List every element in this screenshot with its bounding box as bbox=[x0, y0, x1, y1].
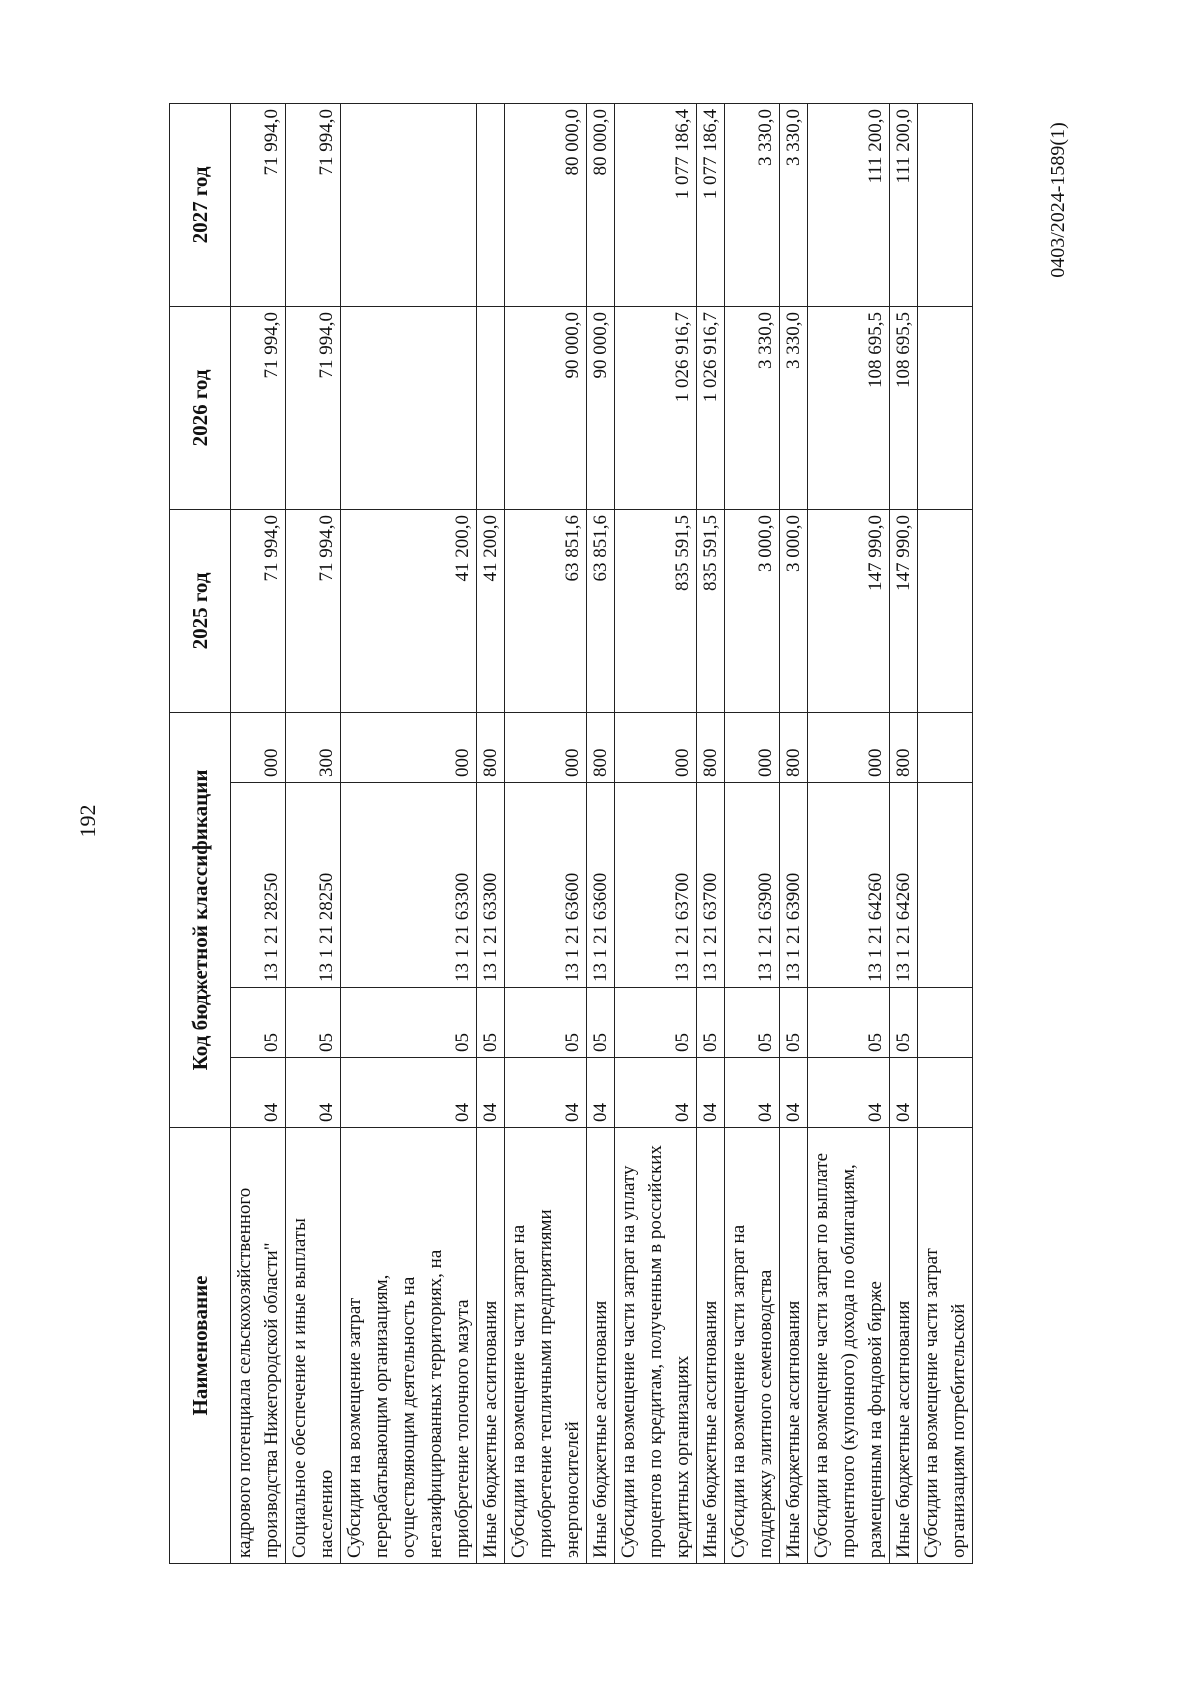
table-row bbox=[918, 103, 973, 1563]
row-name: кадрового потенциала сельскохозяйственного производства Нижегородской области" bbox=[231, 1128, 286, 1564]
value-2027: 111 200,0 bbox=[890, 103, 918, 306]
value-2026 bbox=[918, 306, 973, 509]
table-row bbox=[615, 103, 697, 1563]
header-2026: 2026 год bbox=[170, 306, 231, 509]
code-target: 13 1 21 63700 bbox=[615, 783, 697, 988]
value-2025: 835 591,5 bbox=[615, 509, 697, 712]
code-expense-type: 000 bbox=[231, 712, 286, 782]
budget-table bbox=[169, 103, 973, 1564]
code-expense-type bbox=[918, 712, 973, 782]
code-subsection: 05 bbox=[890, 988, 918, 1058]
code-target: 13 1 21 63300 bbox=[477, 783, 505, 988]
value-2025: 71 994,0 bbox=[231, 509, 286, 712]
code-target: 13 1 21 63600 bbox=[587, 783, 615, 988]
table-row bbox=[477, 103, 505, 1563]
document-code: 0403/2024-1589(1) bbox=[1047, 122, 1069, 278]
value-2025 bbox=[918, 509, 973, 712]
value-2027: 3 330,0 bbox=[725, 103, 780, 306]
value-2026: 71 994,0 bbox=[231, 306, 286, 509]
value-2026: 108 695,5 bbox=[808, 306, 890, 509]
row-name: Иные бюджетные ассигнования bbox=[697, 1128, 725, 1564]
code-target: 13 1 21 64260 bbox=[808, 783, 890, 988]
row-name: Субсидии на возмещение части затрат на поддержку элитного семеноводства bbox=[725, 1128, 780, 1564]
code-section: 04 bbox=[725, 1058, 780, 1128]
code-section: 04 bbox=[780, 1058, 808, 1128]
value-2026: 1 026 916,7 bbox=[697, 306, 725, 509]
value-2027 bbox=[918, 103, 973, 306]
page-number: 192 bbox=[75, 804, 100, 838]
value-2026: 3 330,0 bbox=[725, 306, 780, 509]
table-row bbox=[587, 103, 615, 1563]
header-2027: 2027 год bbox=[170, 103, 231, 306]
code-subsection: 05 bbox=[780, 988, 808, 1058]
code-expense-type: 000 bbox=[808, 712, 890, 782]
value-2025: 3 000,0 bbox=[725, 509, 780, 712]
value-2025: 835 591,5 bbox=[697, 509, 725, 712]
value-2025: 71 994,0 bbox=[286, 509, 341, 712]
table-row bbox=[725, 103, 780, 1563]
code-section: 04 bbox=[477, 1058, 505, 1128]
code-section: 04 bbox=[505, 1058, 587, 1128]
code-expense-type: 000 bbox=[505, 712, 587, 782]
value-2027: 111 200,0 bbox=[808, 103, 890, 306]
code-subsection: 05 bbox=[286, 988, 341, 1058]
value-2026: 90 000,0 bbox=[505, 306, 587, 509]
value-2025: 63 851,6 bbox=[505, 509, 587, 712]
row-name: Субсидии на возмещение части затрат организациям потребительской bbox=[918, 1128, 973, 1564]
code-target: 13 1 21 63300 bbox=[341, 783, 477, 988]
value-2025: 147 990,0 bbox=[890, 509, 918, 712]
value-2025: 63 851,6 bbox=[587, 509, 615, 712]
row-name: Субсидии на возмещение затрат перерабатывающим организациям, осуществляющим деятельность на негазифицированных территориях, на приобретение топочного мазута bbox=[341, 1128, 477, 1564]
value-2026: 90 000,0 bbox=[587, 306, 615, 509]
code-expense-type: 000 bbox=[341, 712, 477, 782]
code-section: 04 bbox=[587, 1058, 615, 1128]
row-name: Субсидии на возмещение части затрат на уплату процентов по кредитам, полученным в российских кредитных организациях bbox=[615, 1128, 697, 1564]
value-2026: 71 994,0 bbox=[286, 306, 341, 509]
header-2025: 2025 год bbox=[170, 509, 231, 712]
row-name: Субсидии на возмещение части затрат по выплате процентного (купонного) дохода по облигациям, размещенным на фондовой бирже bbox=[808, 1128, 890, 1564]
code-section: 04 bbox=[697, 1058, 725, 1128]
value-2026: 1 026 916,7 bbox=[615, 306, 697, 509]
table-row bbox=[505, 103, 587, 1563]
code-section bbox=[918, 1058, 973, 1128]
row-name: Субсидии на возмещение части затрат на приобретение тепличными предприятиями энергоносителей bbox=[505, 1128, 587, 1564]
header-code: Код бюджетной классификации bbox=[170, 712, 231, 1127]
header-row bbox=[170, 103, 231, 1563]
code-subsection: 05 bbox=[808, 988, 890, 1058]
row-name: Иные бюджетные ассигнования bbox=[780, 1128, 808, 1564]
code-expense-type: 800 bbox=[477, 712, 505, 782]
row-name: Социальное обеспечение и иные выплаты населению bbox=[286, 1128, 341, 1564]
value-2026: 108 695,5 bbox=[890, 306, 918, 509]
code-expense-type: 800 bbox=[587, 712, 615, 782]
value-2026 bbox=[341, 306, 477, 509]
row-name: Иные бюджетные ассигнования bbox=[477, 1128, 505, 1564]
code-target: 13 1 21 28250 bbox=[231, 783, 286, 988]
code-target: 13 1 21 63900 bbox=[780, 783, 808, 988]
row-name: Иные бюджетные ассигнования bbox=[890, 1128, 918, 1564]
code-section: 04 bbox=[231, 1058, 286, 1128]
code-target: 13 1 21 64260 bbox=[890, 783, 918, 988]
code-section: 04 bbox=[890, 1058, 918, 1128]
code-subsection bbox=[918, 988, 973, 1058]
table-row bbox=[890, 103, 918, 1563]
code-expense-type: 000 bbox=[725, 712, 780, 782]
code-target bbox=[918, 783, 973, 988]
code-subsection: 05 bbox=[615, 988, 697, 1058]
value-2025: 3 000,0 bbox=[780, 509, 808, 712]
value-2025: 41 200,0 bbox=[477, 509, 505, 712]
code-section: 04 bbox=[286, 1058, 341, 1128]
code-subsection: 05 bbox=[341, 988, 477, 1058]
code-section: 04 bbox=[615, 1058, 697, 1128]
code-target: 13 1 21 63900 bbox=[725, 783, 780, 988]
code-section: 04 bbox=[341, 1058, 477, 1128]
code-expense-type: 300 bbox=[286, 712, 341, 782]
value-2027: 1 077 186,4 bbox=[615, 103, 697, 306]
value-2025: 147 990,0 bbox=[808, 509, 890, 712]
value-2027: 3 330,0 bbox=[780, 103, 808, 306]
value-2027 bbox=[341, 103, 477, 306]
value-2026: 3 330,0 bbox=[780, 306, 808, 509]
value-2027 bbox=[477, 103, 505, 306]
table-row bbox=[808, 103, 890, 1563]
code-expense-type: 000 bbox=[615, 712, 697, 782]
table-row bbox=[286, 103, 341, 1563]
table-row bbox=[341, 103, 477, 1563]
rotated-table-container bbox=[169, 104, 1049, 1564]
code-section: 04 bbox=[808, 1058, 890, 1128]
value-2025: 41 200,0 bbox=[341, 509, 477, 712]
code-subsection: 05 bbox=[725, 988, 780, 1058]
value-2027: 71 994,0 bbox=[286, 103, 341, 306]
value-2026 bbox=[477, 306, 505, 509]
code-subsection: 05 bbox=[231, 988, 286, 1058]
value-2027: 80 000,0 bbox=[587, 103, 615, 306]
code-subsection: 05 bbox=[587, 988, 615, 1058]
code-subsection: 05 bbox=[505, 988, 587, 1058]
code-target: 13 1 21 63700 bbox=[697, 783, 725, 988]
table-row bbox=[697, 103, 725, 1563]
code-subsection: 05 bbox=[477, 988, 505, 1058]
table-row bbox=[231, 103, 286, 1563]
header-name: Наименование bbox=[170, 1128, 231, 1564]
value-2027: 1 077 186,4 bbox=[697, 103, 725, 306]
value-2027: 80 000,0 bbox=[505, 103, 587, 306]
table-body bbox=[231, 103, 973, 1563]
budget-table-rotated bbox=[169, 104, 1049, 1564]
code-expense-type: 800 bbox=[890, 712, 918, 782]
code-target: 13 1 21 28250 bbox=[286, 783, 341, 988]
value-2027: 71 994,0 bbox=[231, 103, 286, 306]
code-subsection: 05 bbox=[697, 988, 725, 1058]
code-target: 13 1 21 63600 bbox=[505, 783, 587, 988]
row-name: Иные бюджетные ассигнования bbox=[587, 1128, 615, 1564]
code-expense-type: 800 bbox=[697, 712, 725, 782]
table-row bbox=[780, 103, 808, 1563]
code-expense-type: 800 bbox=[780, 712, 808, 782]
